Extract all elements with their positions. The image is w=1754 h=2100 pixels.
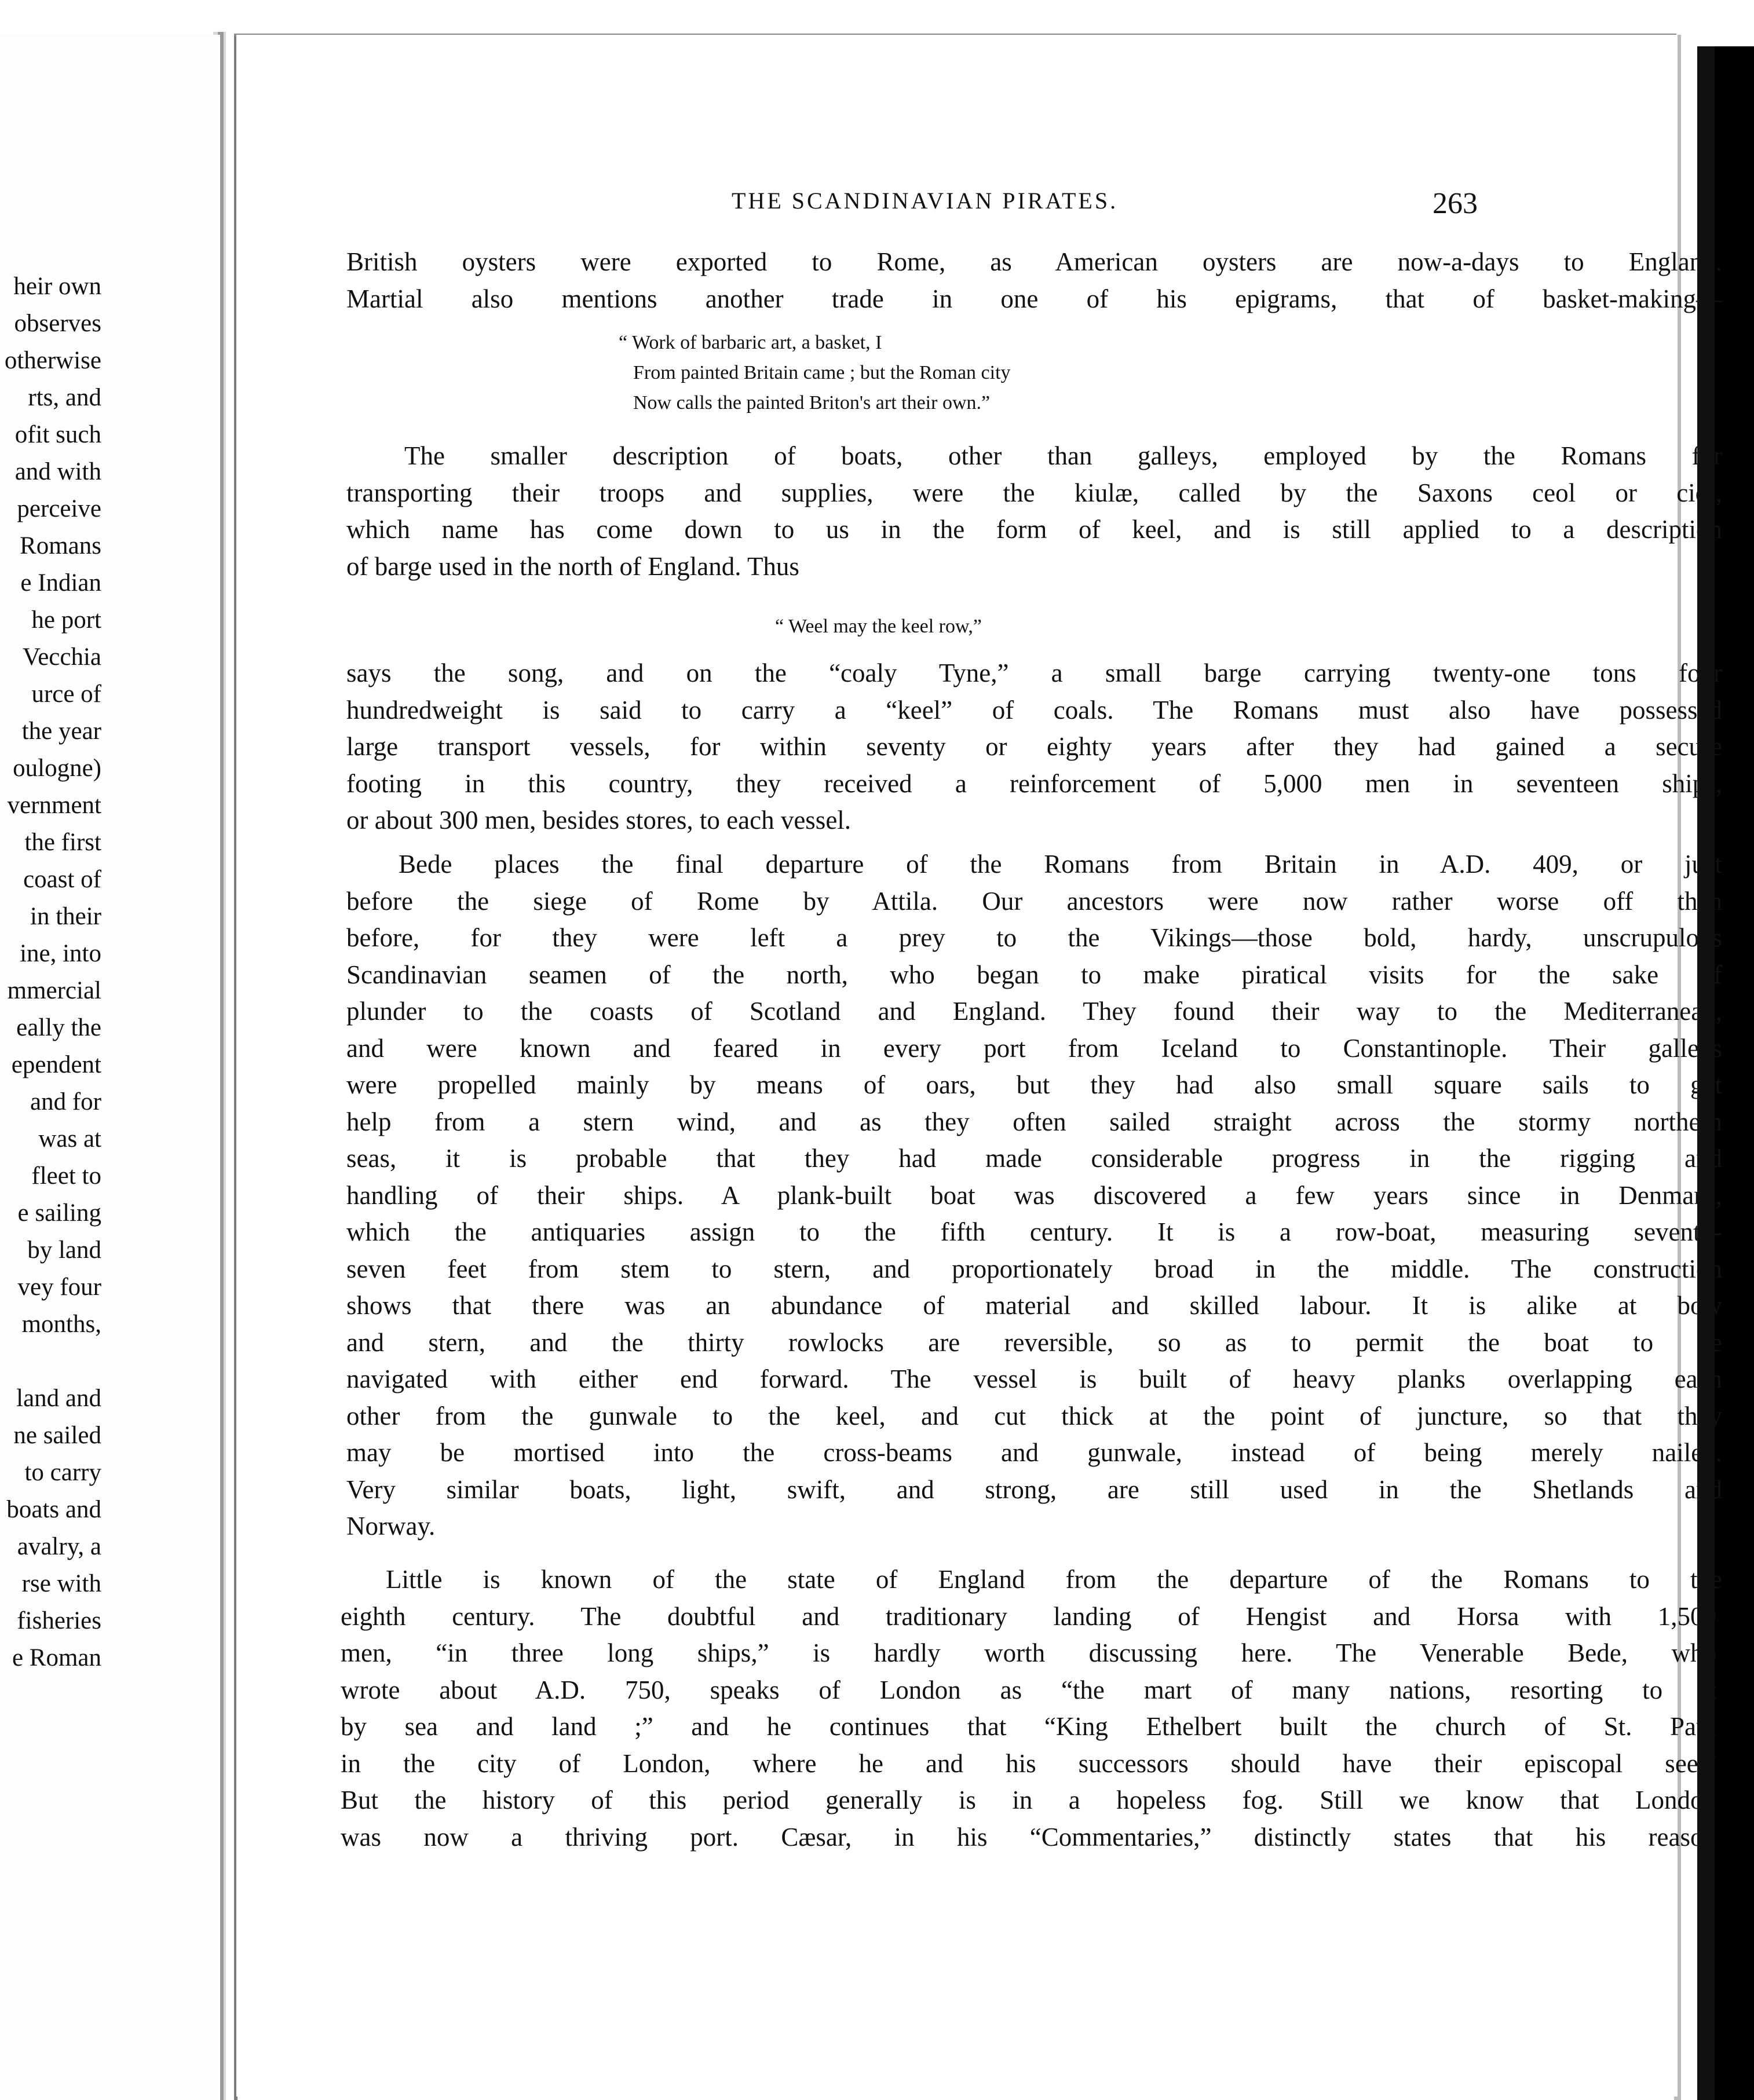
body-text-line: Bede places the final departure of the Romans from Britain in A.D. 409, or just [399, 850, 1722, 879]
left-page-line: vey four [17, 1274, 101, 1301]
verse-line: Now calls the painted Briton's art their own.” [633, 392, 991, 414]
body-text-line: was now a thriving port. Cæsar, in his “Commentaries,” distinctly states that his reason [341, 1822, 1716, 1852]
left-page-line: Vecchia [22, 643, 101, 671]
body-text-line: handling of their ships. A plank-built boat was discovered a few years since in Denmark, [346, 1180, 1722, 1210]
left-page-line: eally the [16, 1014, 101, 1041]
body-text-line: eighth century. The doubtful and traditionary landing of Hengist and Horsa with 1,500 [341, 1601, 1716, 1631]
body-text-line: by sea and land ;” and he continues that “King Ethelbert built the church of St. Paul [341, 1712, 1716, 1741]
body-text-line: seven feet from stem to stern, and proportionately broad in the middle. The construction [346, 1254, 1722, 1283]
left-page-line: oulogne) [13, 755, 101, 782]
body-text-line: of barge used in the north of England. Thus [346, 551, 799, 581]
left-page-line: ne sailed [13, 1422, 101, 1449]
left-page-line: fisheries [17, 1607, 101, 1634]
left-page-line: was at [38, 1125, 101, 1153]
left-page-line: and with [14, 458, 101, 485]
left-page-line: ofit such [14, 421, 101, 448]
body-text-line: or about 300 men, besides stores, to each vessel. [346, 806, 852, 835]
body-text-line: before the siege of Rome by Attila. Our ancestors were now rather worse off than [346, 886, 1722, 916]
left-page-line: Romans [20, 532, 101, 559]
left-page-line: e Roman [12, 1644, 101, 1671]
body-text-line: shows that there was an abundance of material and skilled labour. It is alike at bow [346, 1291, 1722, 1320]
left-page-line: the first [24, 829, 101, 856]
left-page-line: e Indian [20, 569, 101, 597]
body-text-line: other from the gunwale to the keel, and cut thick at the point of juncture, so that they [346, 1401, 1722, 1431]
right-page [236, 35, 1722, 2097]
left-page-line: fleet to [31, 1162, 101, 1190]
body-text-line: seas, it is probable that they had made considerable progress in the rigging and [346, 1144, 1722, 1173]
body-text-line: says the song, and on the “coaly Tyne,” a small barge carrying twenty-one tons four [346, 658, 1722, 687]
body-text-line: and stern, and the thirty rowlocks are reversible, so as to permit the boat to be [346, 1327, 1722, 1357]
left-page-line: to carry [24, 1459, 101, 1486]
left-page-line: rse with [21, 1570, 101, 1597]
body-text-line: which name has come down to us in the form of keel, and is still applied to a description [346, 515, 1722, 544]
body-text-line: wrote about A.D. 750, speaks of London as “the mart of many nations, resorting to it [341, 1675, 1716, 1704]
page-body [236, 35, 1722, 2097]
body-text-line: navigated with either end forward. The vessel is built of heavy planks overlapping each [346, 1364, 1722, 1393]
body-text-line: men, “in three long ships,” is hardly worth discussing here. The Venerable Bede, who [341, 1638, 1716, 1667]
body-text-line: British oysters were exported to Rome, as American oysters are now-a-days to England. [346, 247, 1722, 276]
left-page-line: he port [31, 606, 101, 634]
body-text-line: Martial also mentions another trade in one of his epigrams, that of basket-making— [346, 284, 1722, 313]
body-text-line: Norway. [346, 1512, 436, 1541]
left-page-line: observes [14, 310, 101, 337]
left-page-line: rts, and [28, 384, 101, 411]
body-text-line: Little is known of the state of England from the departure of the Romans to the [386, 1565, 1722, 1594]
body-text-line: which the antiquaries assign to the fifth century. It is a row-boat, measuring seventy- [346, 1217, 1722, 1246]
body-text-line: and were known and feared in every port from Iceland to Constantinople. Their galleys [346, 1033, 1722, 1063]
body-text-line: hundredweight is said to carry a “keel” of coals. The Romans must also have possessed [346, 695, 1722, 725]
left-page-line: boats and [6, 1496, 101, 1523]
left-page-line: months, [21, 1311, 101, 1338]
body-text-line: in the city of London, where he and his successors should have their episcopal see.” [341, 1748, 1716, 1778]
body-text-line: help from a stern wind, and as they often sailed straight across the stormy northern [346, 1107, 1722, 1136]
body-text-line: may be mortised into the cross-beams and gunwale, instead of being merely nailed. [346, 1438, 1722, 1467]
left-page-line: ine, into [20, 940, 101, 967]
left-page-line: otherwise [4, 347, 101, 374]
left-page-line: perceive [17, 495, 101, 522]
body-text-line: But the history of this period generally is in a hopeless fog. Still we know that London [341, 1786, 1716, 1814]
left-page-line: ependent [11, 1051, 101, 1078]
left-page-line: and for [30, 1088, 101, 1115]
left-page-line: avalry, a [17, 1533, 101, 1560]
left-page-line: heir own [13, 273, 101, 300]
left-page-line: the year [21, 718, 101, 745]
left-page-line: e sailing [17, 1199, 101, 1227]
body-text-line: transporting their troops and supplies, were the kiulæ, called by the Saxons ceol or ciol, [346, 478, 1722, 507]
body-text-line: footing in this country, they received a reinforcement of 5,000 men in seventeen ships, [346, 769, 1722, 798]
left-page-line: by land [27, 1236, 101, 1264]
verse-line: From painted Britain came ; but the Roman city [633, 362, 1011, 383]
body-text-line: Scandinavian seamen of the north, who began to make piratical visits for the sake of [346, 960, 1722, 989]
left-page-line: land and [16, 1385, 101, 1412]
verse-line: “ Weel may the keel row,” [775, 616, 982, 637]
left-page-line: coast of [23, 866, 101, 893]
body-text-line: before, for they were left a prey to the Vikings—those bold, hardy, unscrupulous [346, 923, 1722, 952]
body-text-line: plunder to the coasts of Scotland and England. They found their way to the Mediterranean, [346, 997, 1722, 1026]
left-page-line: in their [30, 903, 101, 930]
left-page-line: urce of [31, 681, 101, 708]
body-text-line: large transport vessels, for within seventy or eighty years after they had gained a secure [346, 732, 1722, 761]
left-facing-page [0, 35, 220, 2100]
body-text-line: Very similar boats, light, swift, and strong, are still used in the Shetlands and [346, 1475, 1722, 1504]
running-title: THE SCANDINAVIAN PIRATES. [732, 188, 1119, 214]
body-text-line: were propelled mainly by means of oars, but they had also small square sails to get [346, 1070, 1722, 1099]
verse-line: “ Work of barbaric art, a basket, I [619, 332, 882, 353]
body-text-line: The smaller description of boats, other than galleys, employed by the Romans for [404, 441, 1722, 470]
left-page-line: mmercial [7, 977, 101, 1004]
page-number: 263 [1433, 187, 1478, 220]
left-page-line: vernment [7, 792, 101, 819]
